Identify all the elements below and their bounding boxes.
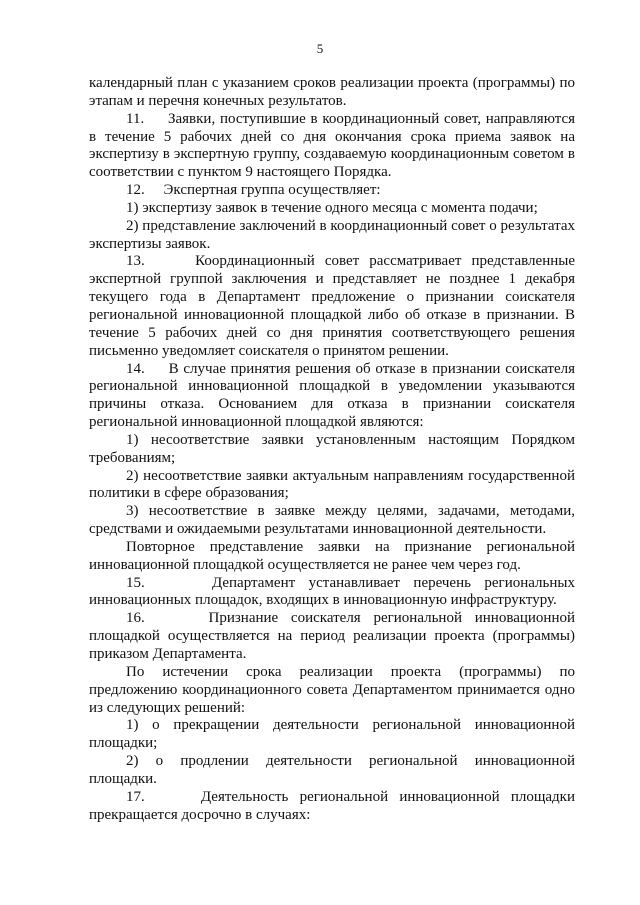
list-item-14-2: 2) несоответствие заявки актуальным направлениям государственной политики в сфере образования; <box>89 467 575 502</box>
paragraph-13: 13. Координационный совет рассматривает представленные экспертной группой заключения и представляет не позднее 1 декабря текущего года в Департамент предложение о признании соискателя региональной инновационной площадкой либо об отказе в признании. В течение 5 рабочих дней со дня принятия соответствующего решения письменно уведомляет соискателя о принятом решении. <box>89 253 575 359</box>
list-item-decision-1: 1) о прекращении деятельности региональной инновационной площадки; <box>89 717 575 752</box>
paragraph-16: 16. Признание соискателя региональной инновационной площадкой осуществляется на период реализации проекта (программы) приказом Департамента. <box>89 610 575 662</box>
list-item-decision-2: 2) о продлении деятельности региональной инновационной площадки. <box>89 753 575 787</box>
list-item-14-3: 3) несоответствие в заявке между целями, задачами, методами, средствами и ожидаемыми результатами инновационной деятельности. <box>89 503 575 538</box>
list-item-12-2: 2) представление заключений в координационный совет о результатах экспертизы заявок. <box>89 217 575 252</box>
paragraph-project-plan-continuation: календарный план с указанием сроков реализации проекта (программы) по этапам и перечня конечных результатов. <box>89 75 575 109</box>
document-body <box>89 75 575 824</box>
paragraph-repeat-submission: Повторное представление заявки на признание региональной инновационной площадкой осуществляется не ранее чем через год. <box>89 538 575 573</box>
paragraph-11: 11. Заявки, поступившие в координационный совет, направляются в течение 5 рабочих дней со дня окончания срока приема заявок на экспертизу в экспертную группу, создаваемую координационным советом в соответствии с пунктом 9 настоящего Порядка. <box>89 110 575 181</box>
paragraph-12: 12. Экспертная группа осуществляет: <box>126 182 381 199</box>
page-number: 5 <box>316 41 324 56</box>
paragraph-14: 14. В случае принятия решения об отказе в признании соискателя региональной инновационной площадкой в уведомлении указываются причины отказа. Основанием для отказа в признании соискателя региональной инновационной площадкой являются: <box>89 360 575 431</box>
paragraph-15: 15. Департамент устанавливает перечень региональных инновационных площадок, входящих в инновационную инфраструктуру. <box>89 574 575 609</box>
paragraph-17: 17. Деятельность региональной инновационной площадки прекращается досрочно в случаях: <box>89 788 575 823</box>
paragraph-after-project-period: По истечении срока реализации проекта (программы) по предложению координационного совета Департаментом принимается одно из следующих решений: <box>89 663 575 716</box>
list-item-12-1: 1) экспертизу заявок в течение одного месяца с момента подачи; <box>126 199 538 216</box>
list-item-14-1: 1) несоответствие заявки установленным настоящим Порядком требованиям; <box>89 431 575 466</box>
